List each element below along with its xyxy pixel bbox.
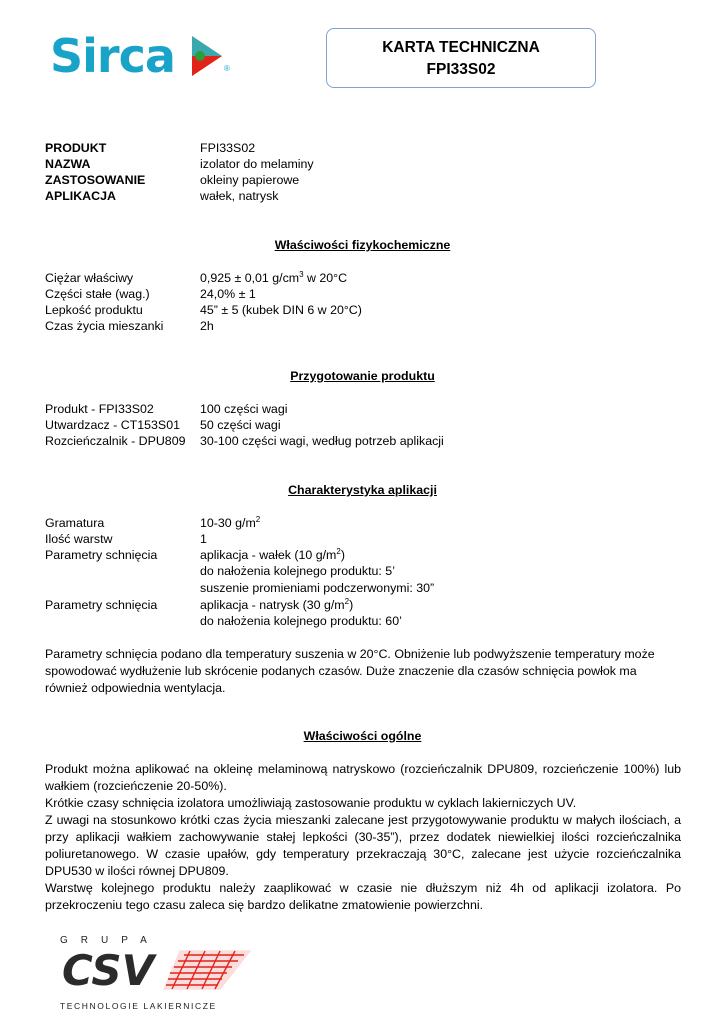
application-value: wałek, natrysk [200,189,279,203]
application-label: APLIKACJA [45,189,116,203]
prep-row-thinner: Rozcieńczalnik - DPU809 30-100 części wagi, według potrzeb aplikacji [45,434,444,448]
name-value: izolator do melaminy [200,157,314,171]
csv-logo [60,935,260,1020]
drying-spray-line2: do nałożenia kolejnego produktu: 60’ [200,614,402,628]
potlife-row: Czas życia mieszanki 2h [45,319,214,333]
csv-logo-mark-icon [60,947,260,991]
prep-row-hardener: Utwardzacz - CT153S01 50 części wagi [45,418,281,432]
general-paragraph: Produkt można aplikować na okleinę melaminową natryskowo (rozcieńczalnik DPU809, rozcieńczenie 100%) lub wałkiem (rozcieńczenie 20-50%). [45,762,681,793]
name-label: NAZWA [45,157,91,171]
application-heading: Charakterystyka aplikacji [288,483,437,497]
product-row [45,140,255,157]
solids-row: Części stałe (wag.) 24,0% ± 1 [45,287,256,301]
product-value: FPI33S02 [200,141,256,155]
title-line-1: KARTA TECHNICZNA [382,39,540,56]
csv-grupa-text: GRUPA [60,935,160,946]
sirca-logo-text: Sirca [50,29,175,83]
drying-note: Parametry schnięcia podano dla temperatury suszenia w 20°C. Obniżenie lub podwyższenie temperatury może spowodować wydłużenie lub skrócenie podanych czasów. Duże znaczenie dla czasów schnięcia powłok ma również odpowiednia wentylacja. [45,647,655,695]
viscosity-row: Lepkość produktu 45” ± 5 (kubek DIN 6 w 20°C) [45,303,362,317]
usage-row [45,172,299,189]
application-row [45,188,279,205]
prep-row-product: Produkt - FPI33S02 100 części wagi [45,402,288,416]
drying-roller-line2: do nałożenia kolejnego produktu: 5’ [200,564,395,578]
preparation-heading: Przygotowanie produktu [290,369,435,383]
general-paragraph: Z uwagi na stosunkowo krótki czas życia mieszanki zalecane jest przygotowywanie produktu w małych ilościach, a przy aplikacji wałkiem zachowywanie stałej lepkości (30-35”), przez dodatek niewielkiej ilości rozcieńczalnika poliuretanowego. W czasie upałów, gdy temperatury przekraczają 30°C, zalecane jest użycie rozcieńczalnika DPU530 w ilości równej DPU809. [45,813,681,878]
general-paragraph: Krótkie czasy schnięcia izolatora umożliwiają zastosowanie produktu w cyklach lakierniczych UV. [45,796,577,810]
title-box [326,28,596,88]
general-heading: Właściwości ogólne [303,729,422,743]
layers-row: Ilość warstw 1 [45,532,207,546]
drying-roller-line3: suszenie promieniami podczerwonymi: 30” [200,581,435,595]
physchem-heading: Właściwości fizykochemiczne [274,238,451,252]
usage-value: okleiny papierowe [200,173,300,187]
title-line-2: FPI33S02 [426,61,496,78]
drying-roller-row: Parametry schnięcia aplikacja - wałek (10 $g/m^2$) [45,546,345,562]
general-paragraph: Warstwę kolejnego produktu należy zaaplikować w czasie nie dłuższym niż 4h od aplikacji izolatora. Po przekroczeniu tego czasu zaleca się bardzo delikatne zmatowienie powierzchni. [45,881,681,912]
sirca-logo-mark-icon [190,34,224,78]
usage-label: ZASTOSOWANIE [45,173,146,187]
product-label: PRODUKT [45,141,107,155]
name-row [45,156,314,173]
density-row: Ciężar właściwy 0,925 ± 0,01 $g/cm^3$ w 20°C [45,269,348,285]
csv-letters: CSV [62,947,155,991]
csv-tagline: TECHNOLOGIE LAKIERNICZE [60,1001,217,1011]
registered-mark: ® [224,64,230,73]
drying-spray-row: Parametry schnięcia aplikacja - natrysk (30 $g/m^2$) [45,596,354,612]
sirca-logo [50,28,235,86]
general-text [45,761,681,914]
grammage-row: Gramatura 10-30 $g/m^2$ [45,514,261,530]
